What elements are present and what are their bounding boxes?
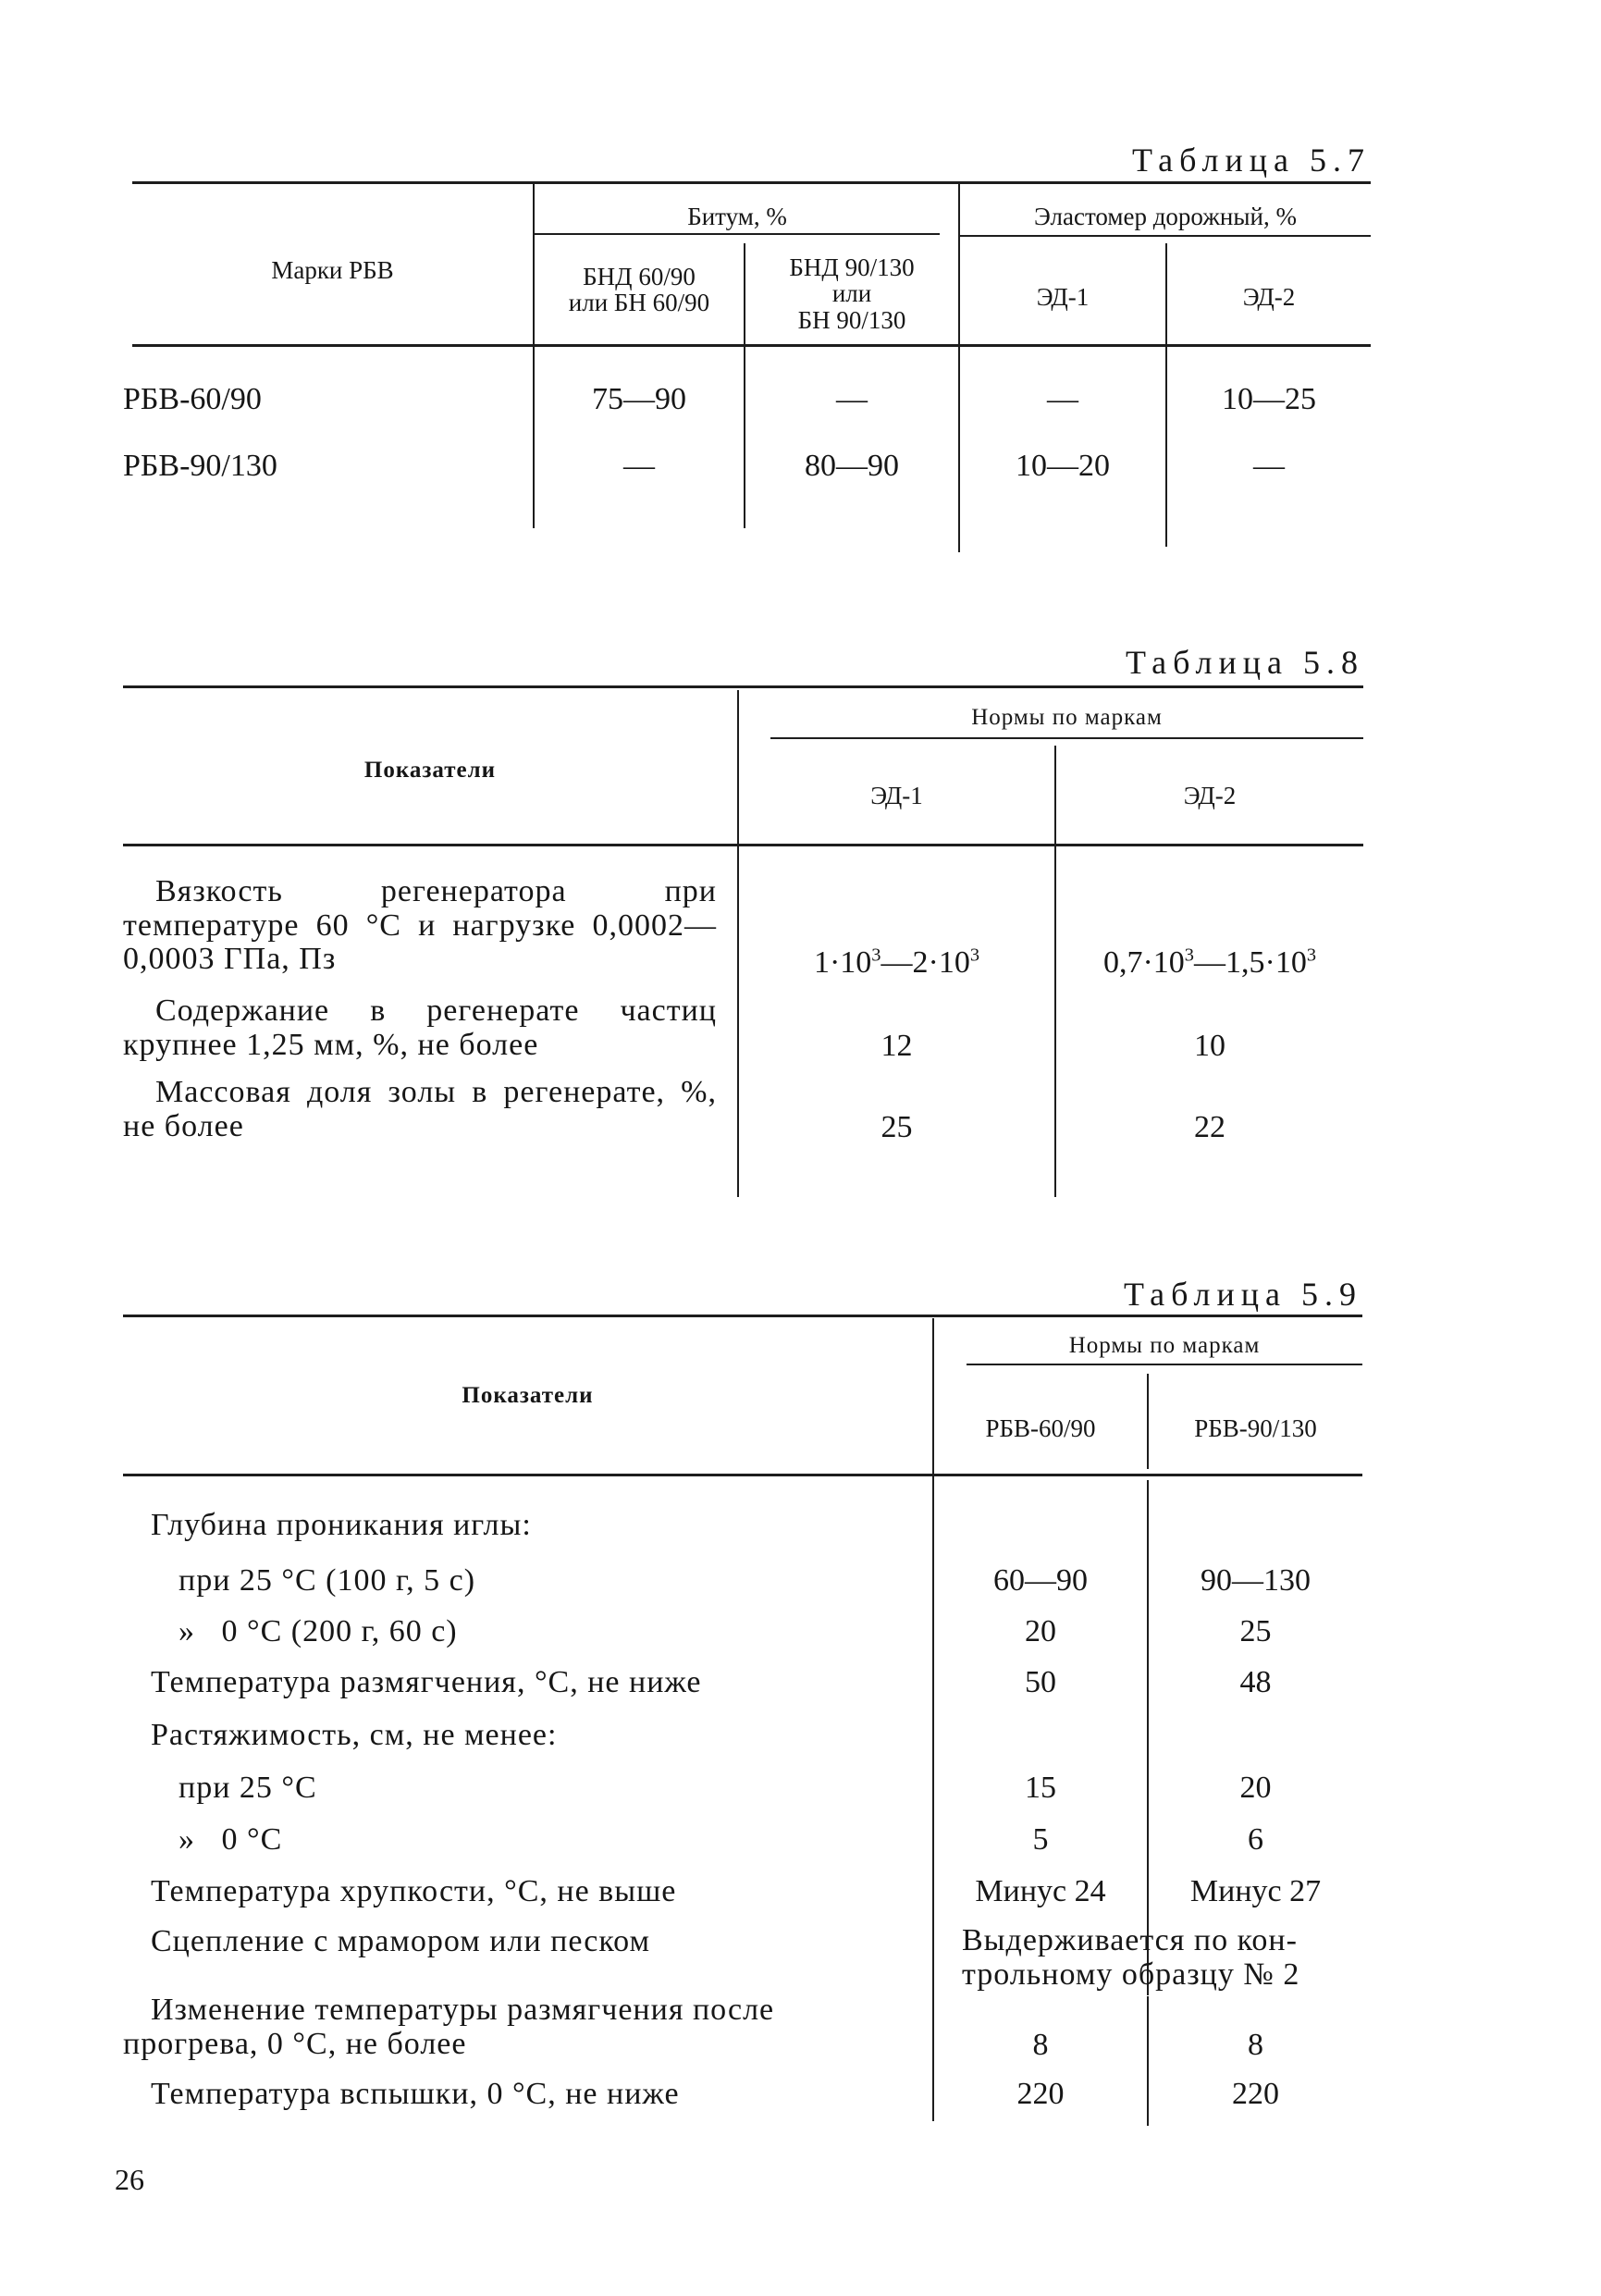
page-number: 26 — [115, 2163, 144, 2196]
column-header: ЭД-1 — [870, 782, 923, 809]
table-cell: 8 — [1248, 2028, 1263, 2062]
norms-group-rule — [967, 1364, 1362, 1365]
row-label: РБВ-90/130 — [123, 449, 277, 483]
row-label: при 25 °С (100 г, 5 с) — [179, 1563, 476, 1598]
column-header: БНД 60/90 или БН 60/90 — [568, 263, 710, 317]
header-bottom-rule — [123, 844, 1363, 846]
table-cell: 48 — [1239, 1665, 1272, 1699]
table-cell: 10 — [1194, 1029, 1225, 1063]
column-header: ЭД-1 — [1036, 283, 1090, 311]
table-cell: $0,7\cdot 10^3—1,5\cdot 10^3$ — [1102, 944, 1317, 980]
table-caption: Таблица 5.7 — [1132, 142, 1371, 179]
table-cell: 75—90 — [592, 382, 686, 416]
row-label: Температура вспышки, 0 °С, не ниже — [151, 2077, 680, 2111]
column-header: РБВ-60/90 — [985, 1414, 1096, 1442]
column-header: Показатели — [363, 758, 497, 783]
row-label: Вязкость регенератора при температуре 60 °С и нагрузке 0,0002—0,0003 ГПа, Пз — [123, 874, 717, 977]
column-header: ЭД-2 — [1183, 782, 1237, 809]
table-cell: 220 — [1232, 2077, 1279, 2111]
row-label: Температура хрупкости, °С, не выше — [151, 1874, 677, 1908]
table-cell: 5 — [1032, 1822, 1049, 1857]
row-label: Температура размягчения, °С, не ниже — [151, 1665, 702, 1699]
table-cell: 6 — [1248, 1822, 1263, 1857]
table-cell: — — [623, 449, 655, 483]
table-cell: Минус 27 — [1189, 1874, 1322, 1908]
table-cell: 90—130 — [1201, 1563, 1311, 1598]
table-cell: — — [836, 382, 868, 416]
table-cell: Минус 24 — [975, 1874, 1106, 1908]
row-label: РБВ-60/90 — [123, 382, 262, 416]
column-group-header: Эластомер дорожный, % — [1034, 203, 1297, 230]
row-label: » 0 °С (200 г, 60 с) — [179, 1614, 458, 1648]
column-divider — [958, 184, 960, 552]
table-cell: 22 — [1194, 1110, 1225, 1144]
column-group-header: Битум, % — [687, 203, 787, 230]
row-label: при 25 °С — [179, 1771, 317, 1805]
table-cell: 12 — [881, 1029, 913, 1063]
table-cell: $1\cdot 10^3—2\cdot 10^3$ — [813, 944, 980, 980]
table-top-rule — [123, 1315, 1362, 1317]
table-cell: 25 — [881, 1110, 913, 1144]
column-header: Марки РБВ — [271, 256, 394, 284]
row-label: Сцепление с мрамором или песком — [151, 1924, 651, 1958]
table-top-rule — [123, 685, 1363, 688]
row-label: Массовая доля золы в регенерате, %, не более — [123, 1075, 717, 1143]
table-caption: Таблица 5.8 — [1126, 644, 1364, 681]
norms-group-rule — [770, 737, 1363, 739]
row-label: Содержание в регенерате частиц крупнее 1,25 мм, %, не более — [123, 994, 717, 1062]
bitumen-group-rule — [535, 233, 940, 235]
table-top-rule — [132, 181, 1371, 184]
column-header: ЭД-2 — [1242, 283, 1296, 311]
column-divider — [1147, 1480, 1149, 1995]
table-caption: Таблица 5.9 — [1124, 1276, 1362, 1313]
table-cell: 15 — [1025, 1771, 1056, 1805]
column-header: Показатели — [462, 1383, 594, 1408]
table-cell: 10—25 — [1222, 382, 1316, 416]
table-cell: — — [1253, 449, 1285, 483]
table-cell: 25 — [1239, 1614, 1272, 1648]
table-cell: 80—90 — [805, 449, 899, 483]
table-cell: — — [1047, 382, 1078, 416]
table-cell: 220 — [1016, 2077, 1065, 2111]
column-group-header: Нормы по маркам — [971, 705, 1163, 730]
row-label: Глубина проникания иглы: — [151, 1508, 532, 1542]
table-cell: 50 — [1025, 1665, 1056, 1699]
row-label: » 0 °С — [179, 1822, 283, 1857]
table-cell: 8 — [1032, 2028, 1049, 2062]
column-header: РБВ-90/130 — [1194, 1414, 1317, 1442]
row-label: Изменение температуры размягчения после прогрева, 0 °С, не более — [123, 1993, 775, 2061]
table-cell: 10—20 — [1016, 449, 1110, 483]
column-group-header: Нормы по маркам — [1068, 1333, 1261, 1358]
row-label: Растяжимость, см, не менее: — [151, 1718, 558, 1752]
header-bottom-rule — [132, 344, 1371, 347]
elastomer-group-rule — [960, 235, 1371, 237]
merged-table-cell: Выдерживается по кон- трольному образцу № 2 — [962, 1923, 1300, 1992]
column-header: БНД 90/130 или БН 90/130 — [789, 253, 915, 334]
header-bottom-rule — [123, 1474, 1362, 1476]
table-cell: 60—90 — [993, 1563, 1088, 1598]
table-cell: 20 — [1239, 1771, 1272, 1805]
table-cell: 20 — [1025, 1614, 1056, 1648]
